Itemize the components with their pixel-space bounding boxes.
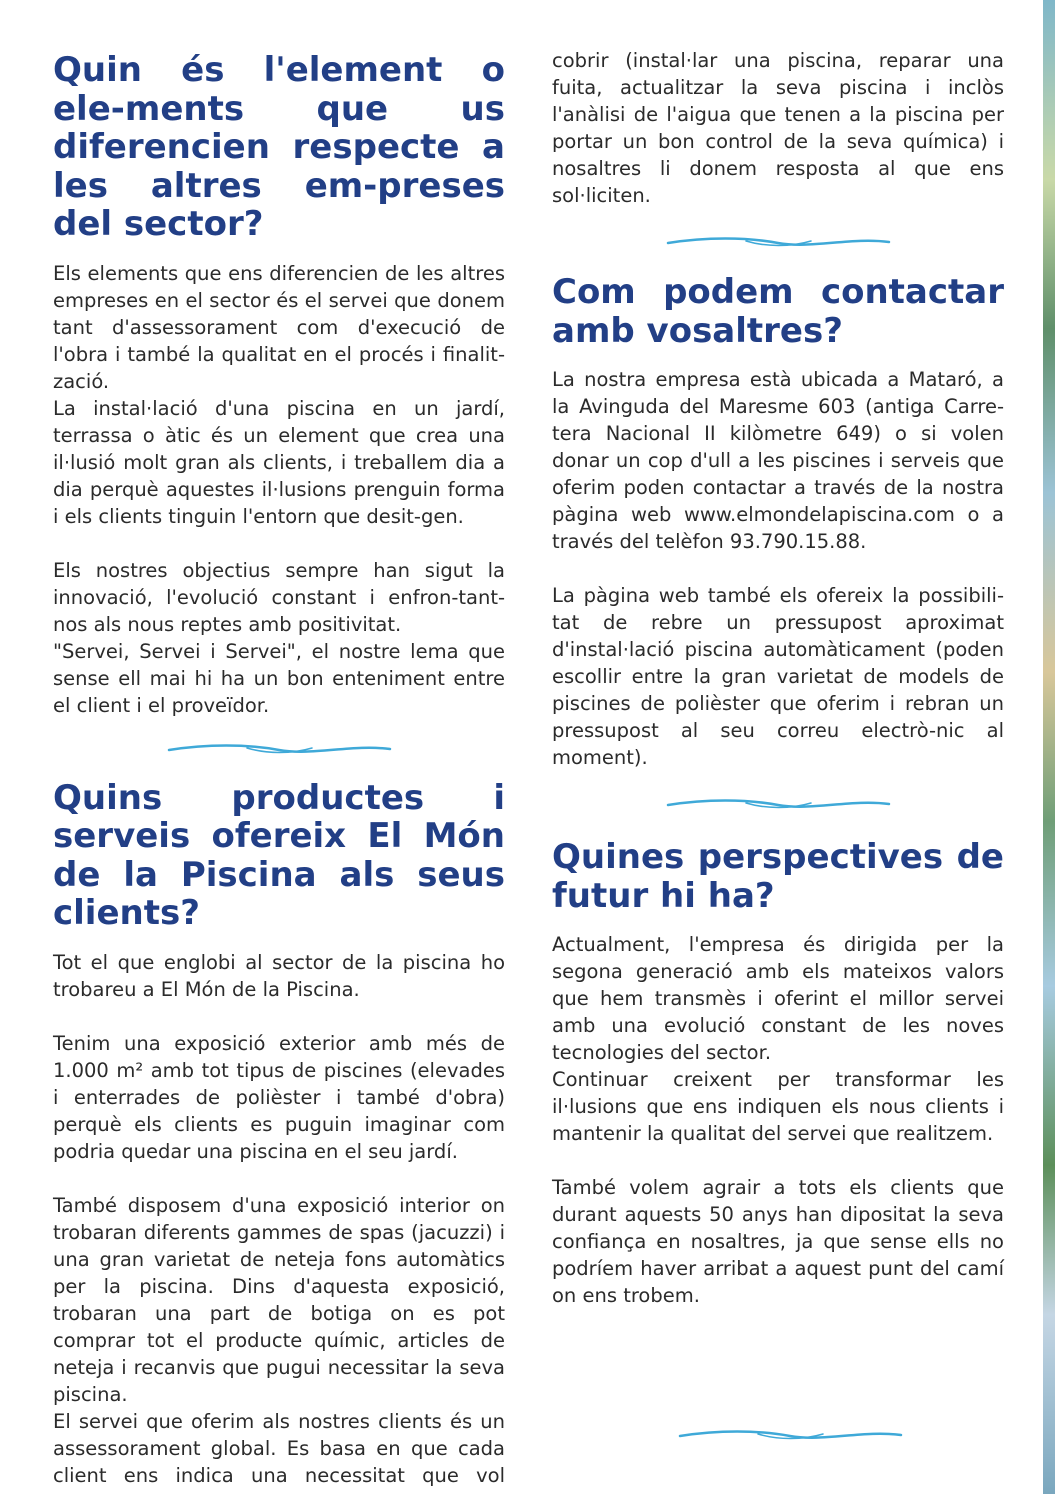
- wave-divider-icon: [167, 741, 392, 757]
- heading-products-services: Quins productes i serveis ofereix El Món de la Piscina als seus clients?: [53, 777, 505, 933]
- heading-future: Quines perspectives de futur hi ha?: [552, 837, 1004, 916]
- wave-divider-icon: [666, 796, 891, 812]
- paragraph: El servei que oferim als nostres clients és un assessorament global. Es basa en que cada client ens indica una necessitat que vol: [53, 1409, 505, 1487]
- paragraph: La instal·lació d'una piscina en un jardí, terrassa o àtic és un element que crea una il·lusió molt gran als clients, i treballem dia a dia perquè aquestes il·lusions prenguin forma i els clients tinguin l'entorn que desit-gen.: [53, 396, 505, 528]
- paragraph: cobrir (instal·lar una piscina, reparar una fuita, actualitzar la seva piscina i inclòs l'anàlisi de l'aigua que tenen a la piscina per portar un bon control de la seva química) i nosaltres li donem resposta al que ens sol·liciten.: [552, 49, 1004, 207]
- heading-contact: Com podem contactar amb vosaltres?: [552, 272, 1004, 351]
- paragraph: També volem agrair a tots els clients que durant aquests 50 anys han dipositat la seva confiança en nosaltres, ja que sense ells no podríem haver arribat a aquest punt del camí on ens trobem.: [552, 1176, 1004, 1307]
- left-column: [53, 0, 505, 1489]
- paragraph: També disposem d'una exposició interior on trobaran diferents gammes de spas (jacuzzi) i una gran varietat de neteja fons automàtics per la piscina. Dins d'aquesta exposició, trobaran una part de botiga on es pot comprar tot el producte químic, articles de neteja i recanvis que pugui necessitar la seva piscina.: [53, 1193, 505, 1406]
- paragraph: "Servei, Servei i Servei", el nostre lema que sense ell mai hi ha un bon enteniment entre el client i el proveïdor.: [53, 639, 505, 717]
- paragraph: Actualment, l'empresa és dirigida per la segona generació amb els mateixos valors que hem transmès i oferint el millor servei amb una evolució constant de les noves tecnologies del sector.: [552, 933, 1004, 1064]
- paragraph: La nostra empresa està ubicada a Mataró, a la Avinguda del Maresme 603 (antiga Carre-tera Nacional II kilòmetre 649) o si volen donar un cop d'ull a les piscines i serveis que oferim poden contactar a través de la nostra pàgina web www.elmondelapiscina.com o a través del telèfon 93.790.15.88.: [552, 368, 1004, 553]
- paragraph: La pàgina web també els ofereix la possibili-tat de rebre un pressupost aproximat d'instal·lació piscina automàticament (poden escollir entre la gran varietat de models de piscines de polièster que oferim i rebran un pressupost al seu correu electrò-nic al moment).: [552, 584, 1004, 769]
- wave-divider-icon: [678, 1427, 903, 1443]
- paragraph: Els elements que ens diferencien de les altres empreses en el sector és el servei que donem tant d'assessorament com d'execució de l'obra i també la qualitat en el procés i finalit-zació.: [53, 261, 505, 393]
- page-edge-photo-strip: [1043, 0, 1055, 1494]
- heading-differentiation: Quin és l'element o ele-ments que us diferencien respecte a les altres em-preses del sector?: [53, 50, 505, 244]
- wave-divider-icon: [666, 234, 891, 250]
- right-column: [552, 0, 1004, 1309]
- paragraph: Continuar creixent per transformar les il·lusions que ens indiquen els nous clients i mantenir la qualitat del servei que realitzem.: [552, 1068, 1004, 1145]
- paragraph: Els nostres objectius sempre han sigut la innovació, l'evolució constant i enfron-tant-nos als nous reptes amb positivitat.: [53, 558, 505, 636]
- paragraph: Tot el que englobi al sector de la piscina ho trobareu a El Món de la Piscina.: [53, 950, 505, 1001]
- paragraph: Tenim una exposició exterior amb més de 1.000 m² amb tot tipus de piscines (elevades i enterrades de polièster i també d'obra) perquè els clients es puguin imaginar com podria quedar una piscina en el seu jardí.: [53, 1031, 505, 1163]
